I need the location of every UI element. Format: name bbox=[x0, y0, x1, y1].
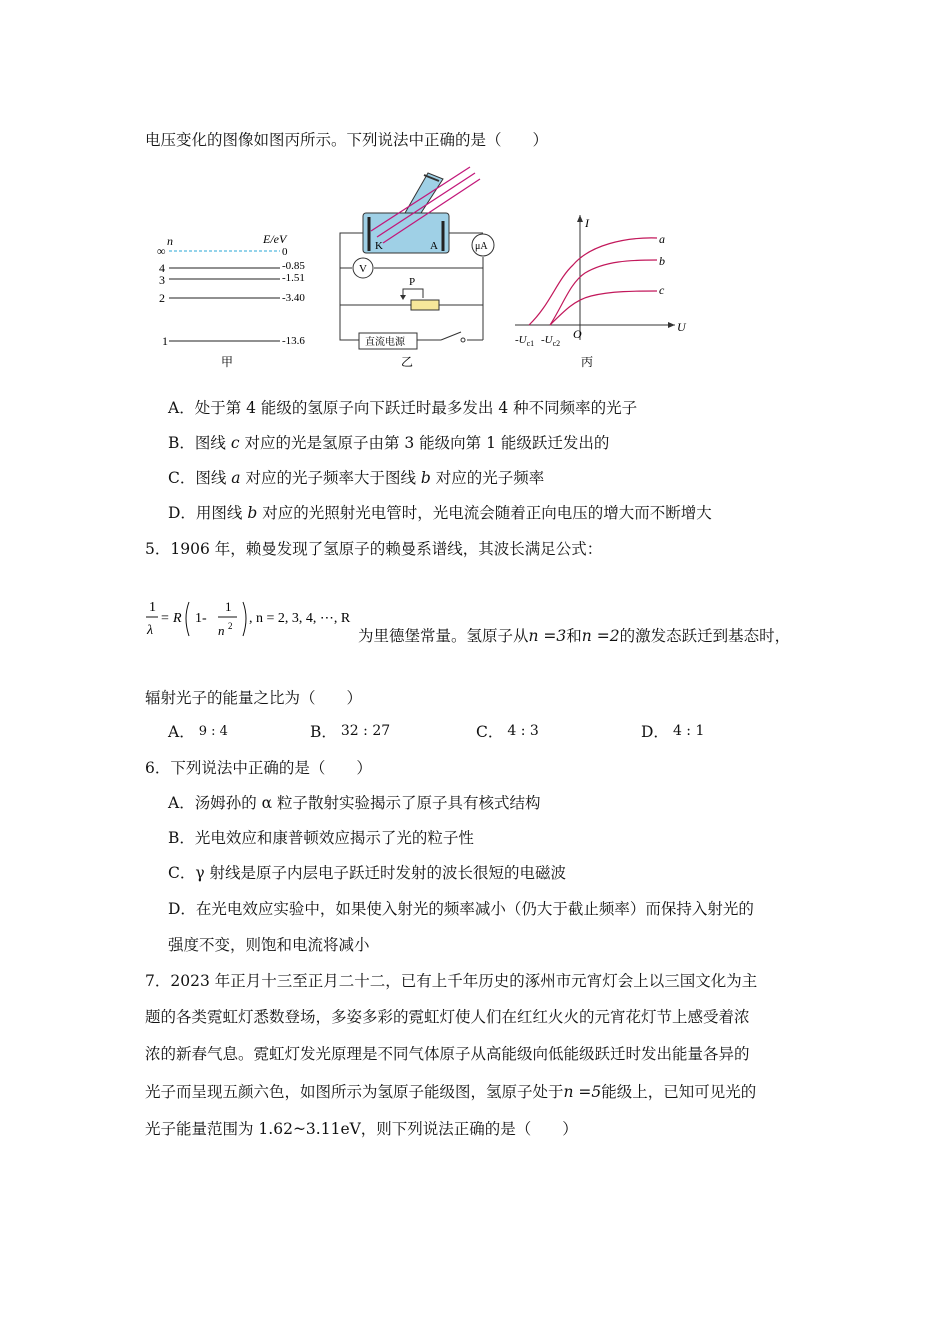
u-axis-label: U bbox=[677, 320, 686, 334]
uc2-label: $-U_{c2}$ bbox=[541, 334, 561, 348]
q5-formula bbox=[145, 594, 360, 644]
uc1-label: $-U_{c1}$ bbox=[515, 334, 535, 348]
q5-stem-line2: 辐射光子的能量之比为（ ） bbox=[145, 689, 363, 707]
q6-stem: 6．下列说法中正确的是（ ） bbox=[145, 759, 372, 777]
curve-c-label: c bbox=[659, 283, 665, 297]
q7-line-5: 光子能量范围为 1.62~3.11eV，则下列说法正确的是（ ） bbox=[145, 1120, 578, 1138]
rheostat bbox=[411, 300, 439, 310]
level-e-label: -0.85 bbox=[282, 260, 305, 272]
level-e-label: -3.40 bbox=[282, 292, 305, 304]
formula-tail: , n = 2, 3, 4, ⋯, R bbox=[249, 611, 351, 626]
switch-lever bbox=[441, 332, 461, 340]
svg-text:1: 1 bbox=[225, 599, 232, 614]
level-n-label: 1 bbox=[162, 334, 168, 348]
q4-option-b: B．图线 c 对应的光是氢原子由第 3 能级向第 1 能级跃迁发出的 bbox=[168, 434, 610, 452]
curve-b bbox=[550, 260, 657, 325]
caption-jia: 甲 bbox=[221, 355, 234, 369]
q7-line-3: 浓的新春气息。霓虹灯发光原理是不同气体原子从高能级向低能级跃迁时发出能量各异的 bbox=[145, 1045, 750, 1063]
q4-option-a: A．处于第 4 能级的氢原子向下跃迁时最多发出 4 种不同频率的光子 bbox=[168, 399, 638, 417]
q6-option-c: C．γ 射线是原子内层电子跃迁时发射的波长很短的电磁波 bbox=[168, 864, 567, 882]
q6-option-b: B．光电效应和康普顿效应揭示了光的粒子性 bbox=[168, 829, 474, 847]
q6-option-d-continued: 强度不变，则饱和电流将减小 bbox=[168, 936, 370, 954]
caption-bing: 丙 bbox=[581, 355, 594, 369]
figure-bing-iu-graph bbox=[515, 215, 687, 369]
origin-label: O bbox=[573, 327, 582, 341]
q4-option-c: C．图线 a 对应的光子频率大于图线 b 对应的光子频率 bbox=[168, 469, 545, 487]
q7-line-2: 题的各类霓虹灯悉数登场，多姿多彩的霓虹灯使人们在红红火火的元宵花灯节上感受着浓 bbox=[145, 1008, 750, 1026]
curve-a bbox=[529, 238, 657, 325]
level-e-label: 0 bbox=[282, 246, 288, 258]
q5-stem: 5．1906 年，赖曼发现了氢原子的赖曼系谱线，其波长满足公式： bbox=[145, 540, 603, 558]
switch-contact bbox=[461, 338, 465, 342]
svg-text:2: 2 bbox=[228, 621, 233, 631]
q6-option-a: A．汤姆孙的 α 粒子散射实验揭示了原子具有核式结构 bbox=[168, 794, 541, 812]
microammeter-label: μA bbox=[475, 241, 488, 252]
level-e-label: -13.6 bbox=[282, 335, 305, 347]
intro-line: 电压变化的图像如图丙所示。下列说法中正确的是（ ） bbox=[145, 131, 549, 149]
svg-text:1: 1 bbox=[149, 600, 156, 615]
figure-yi-circuit bbox=[340, 167, 494, 369]
curve-b-label: b bbox=[659, 254, 665, 268]
figures-panel bbox=[145, 165, 705, 375]
caption-yi: 乙 bbox=[401, 355, 414, 369]
svg-text:1-: 1- bbox=[195, 611, 207, 626]
n-axis-label: n bbox=[167, 234, 173, 248]
level-n-label: 3 bbox=[159, 273, 165, 287]
q5-option-b: B． 32 : 27 bbox=[310, 723, 391, 741]
level-n-label: ∞ bbox=[157, 244, 166, 258]
svg-text:n: n bbox=[218, 623, 225, 638]
q5-option-d: D． 4 : 1 bbox=[641, 723, 705, 741]
q5-option-c: C． 4 : 3 bbox=[476, 723, 539, 741]
q5-option-a: A． 9 : 4 bbox=[168, 723, 228, 741]
slider-label: P bbox=[409, 276, 416, 288]
i-axis-label: I bbox=[585, 216, 589, 230]
power-supply-label: 直流电源 bbox=[365, 337, 405, 348]
e-axis-label: E/eV bbox=[263, 232, 287, 246]
curve-a-label: a bbox=[659, 232, 665, 246]
anode-label: A bbox=[430, 240, 438, 252]
svg-text:R: R bbox=[173, 611, 182, 626]
figure-jia-energy-levels bbox=[157, 232, 305, 369]
level-n-label: 2 bbox=[159, 291, 165, 305]
q4-option-d: D．用图线 b 对应的光照射光电管时，光电流会随着正向电压的增大而不断增大 bbox=[168, 504, 712, 522]
svg-text:λ: λ bbox=[147, 623, 154, 638]
q7-line-1: 7．2023 年正月十三至正月二十二，已有上千年历史的涿州市元宵灯会上以三国文化为主 bbox=[145, 972, 758, 990]
q5-stem-continued: 为里德堡常量。氢原子从n =3和n =2的激发态跃迁到基态时， bbox=[358, 627, 791, 645]
cathode-label: K bbox=[375, 240, 383, 252]
level-e-label: -1.51 bbox=[282, 272, 305, 284]
voltmeter-label: V bbox=[359, 263, 367, 275]
q7-line-4: 光子而呈现五颜六色，如图所示为氢原子能级图，氢原子处于n =5能级上，已知可见光的 bbox=[145, 1083, 757, 1101]
q6-option-d: D．在光电效应实验中，如果使入射光的频率减小（仍大于截止频率）而保持入射光的 bbox=[168, 900, 754, 918]
svg-text:=: = bbox=[161, 611, 169, 626]
level-n-label: 4 bbox=[159, 261, 165, 275]
